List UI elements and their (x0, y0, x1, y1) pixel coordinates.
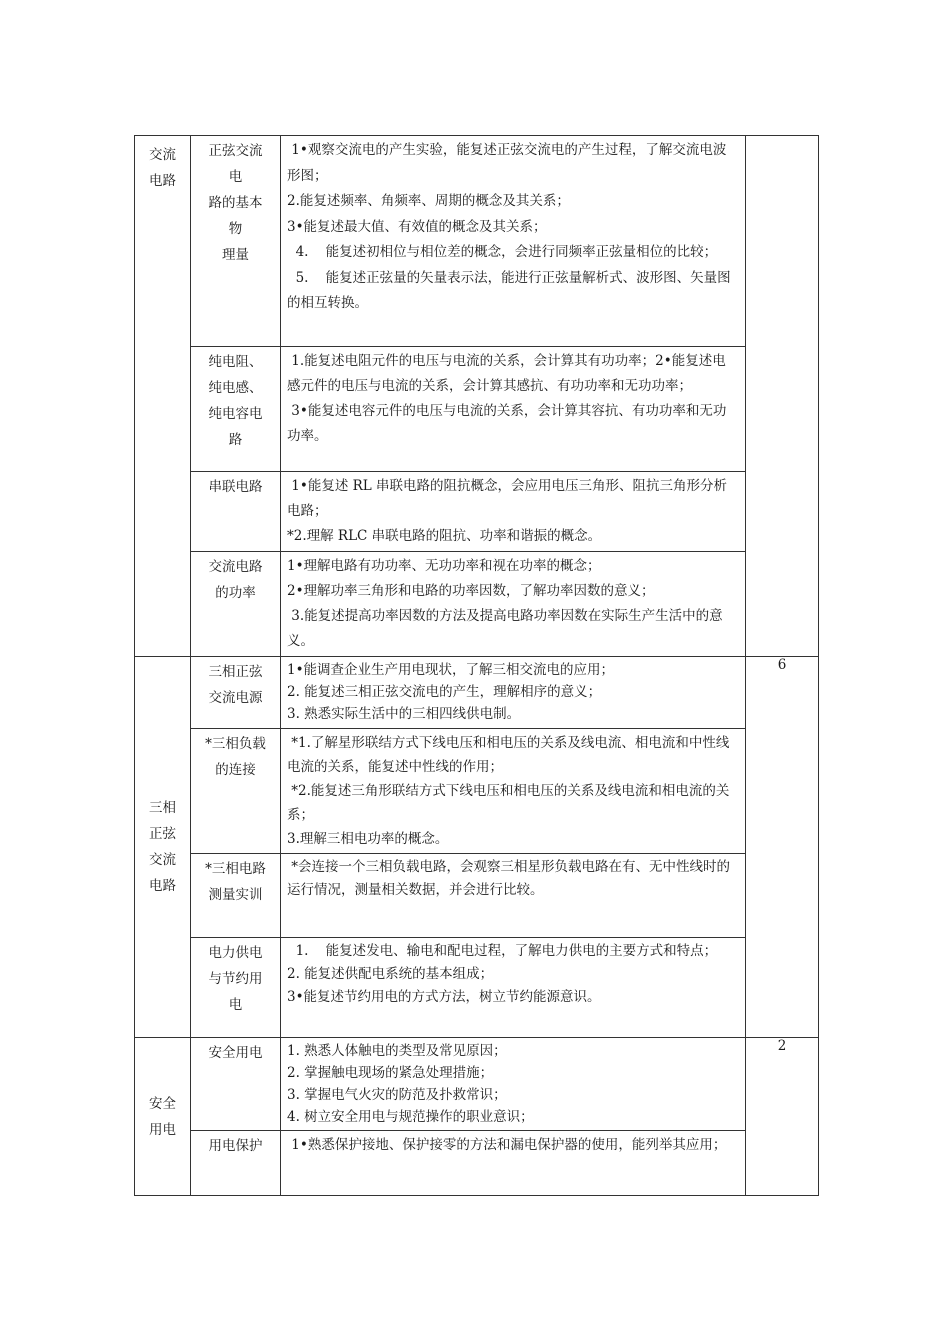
table-row (135, 1038, 819, 1131)
table-row (135, 552, 819, 657)
topic-cell (191, 472, 281, 552)
content-line: 1.能复述电阻元件的电压与电流的关系，会计算其有功功率；2•能复述电感元件的电压与电流的关系，会计算其感抗、有功功率和无功功率； (287, 353, 726, 394)
table-row (135, 347, 819, 472)
content-line: 3.理解三相电功率的概念。 (287, 831, 449, 847)
topic-cell (191, 854, 281, 938)
topic-name: 串联电路 (208, 479, 263, 495)
hours-value: 2 (777, 1038, 787, 1054)
topic-cell (191, 1038, 281, 1131)
content-line: 2. 掌握触电现场的紧急处理措施； (287, 1065, 494, 1081)
content-line: *2.能复述三角形联结方式下线电压和相电压的关系及线电流和相电流的关系； (287, 783, 730, 823)
unit-cell (135, 1038, 191, 1196)
topic-name: *三相负载 的连接 (205, 736, 266, 778)
content-line: 3•能复述最大值、有效值的概念及其关系； (287, 218, 547, 235)
topic-cell (191, 552, 281, 657)
topic-cell (191, 136, 281, 347)
content-cell (281, 1038, 746, 1131)
content-cell (281, 729, 746, 854)
topic-name: 电力供电 与节约用 电 (208, 945, 263, 1013)
content-cell (281, 657, 746, 729)
table-row (135, 657, 819, 729)
hours-value: 6 (777, 657, 787, 673)
content-cell (281, 472, 746, 552)
curriculum-table (134, 135, 819, 1196)
topic-cell (191, 347, 281, 472)
content-line: 1•能复述 RL 串联电路的阻抗概念，会应用电压三角形、阻抗三角形分析电路； (287, 478, 728, 519)
table-body (135, 136, 819, 1196)
topic-cell (191, 938, 281, 1038)
content-line: 3. 熟悉实际生活中的三相四线供电制。 (287, 706, 521, 722)
content-line: 3•能复述节约用电的方式方法，树立节约能源意识。 (287, 989, 601, 1005)
topic-cell (191, 729, 281, 854)
content-line: *2.理解 RLC 串联电路的阻抗、功率和谐振的概念。 (287, 528, 602, 544)
content-line: 1•理解电路有功功率、无功功率和视在功率的概念； (287, 558, 601, 574)
topic-name: *三相电路 测量实训 (205, 861, 266, 903)
content-line: 3.能复述提高功率因数的方法及提高电路功率因数在实际生产生活中的意义。 (287, 608, 723, 649)
hours-cell (746, 657, 819, 1038)
topic-name: 安全用电 (208, 1045, 263, 1061)
content-line: 1•观察交流电的产生实验，能复述正弦交流电的产生过程，了解交流电波形图； (287, 142, 727, 184)
topic-cell (191, 657, 281, 729)
table-row (135, 472, 819, 552)
content-cell (281, 938, 746, 1038)
topic-name: 用电保护 (208, 1138, 263, 1154)
table-row (135, 938, 819, 1038)
content-cell (281, 136, 746, 347)
table-row (135, 854, 819, 938)
table-row (135, 136, 819, 347)
content-line: 1. 熟悉人体触电的类型及常见原因； (287, 1043, 507, 1059)
content-line: *1.了解星形联结方式下线电压和相电压的关系及线电流、相电流和中性线电流的关系，能复述中性线的作用； (287, 735, 730, 775)
content-line: 3•能复述电容元件的电压与电流的关系，会计算其容抗、有功功率和无功功率。 (287, 403, 727, 444)
content-cell (281, 552, 746, 657)
topic-name: 交流电路 的功率 (208, 559, 263, 601)
content-line: 1. 能复述发电、输电和配电过程，了解电力供电的主要方式和特点； (287, 943, 718, 959)
content-line: 4. 能复述初相位与相位差的概念，会进行同频率正弦量相位的比较； (287, 244, 718, 260)
content-line: 2. 能复述三相正弦交流电的产生，理解相序的意义； (287, 684, 602, 700)
content-line: 2. 能复述供配电系统的基本组成； (287, 966, 494, 982)
unit-name: 安全 用电 (149, 1095, 176, 1138)
unit-name: 三相 正弦 交流 电路 (149, 800, 176, 894)
content-cell (281, 1131, 746, 1196)
content-line: 4. 树立安全用电与规范操作的职业意识； (287, 1109, 534, 1125)
content-line: 2•理解功率三角形和电路的功率因数，了解功率因数的意义； (287, 583, 655, 599)
content-line: *会连接一个三相负载电路，会观察三相星形负载电路在有、无中性线时的运行情况，测量相关数据，并会进行比较。 (287, 859, 731, 898)
content-line: 5. 能复述正弦量的矢量表示法，能进行正弦量解析式、波形图、矢量图的相互转换。 (287, 269, 731, 311)
unit-cell (135, 136, 191, 657)
content-line: 3. 掌握电气火灾的防范及扑救常识； (287, 1087, 507, 1103)
content-cell (281, 347, 746, 472)
content-cell (281, 854, 746, 938)
topic-name: 纯电阻、 纯电感、 纯电容电 路 (208, 354, 263, 448)
topic-name: 三相正弦 交流电源 (208, 664, 263, 706)
topic-cell (191, 1131, 281, 1196)
unit-cell (135, 657, 191, 1038)
content-line: 1•熟悉保护接地、保护接零的方法和漏电保护器的使用，能列举其应用； (287, 1137, 727, 1153)
topic-name: 正弦交流 电 路的基本 物 理量 (208, 143, 263, 263)
table-row (135, 729, 819, 854)
hours-cell (746, 1038, 819, 1196)
content-line: 1•能调查企业生产用电现状，了解三相交流电的应用； (287, 662, 615, 678)
content-line: 2.能复述频率、角频率、周期的概念及其关系； (287, 193, 570, 209)
unit-name: 交流 电路 (149, 147, 176, 189)
table-row (135, 1131, 819, 1196)
hours-cell (746, 136, 819, 657)
